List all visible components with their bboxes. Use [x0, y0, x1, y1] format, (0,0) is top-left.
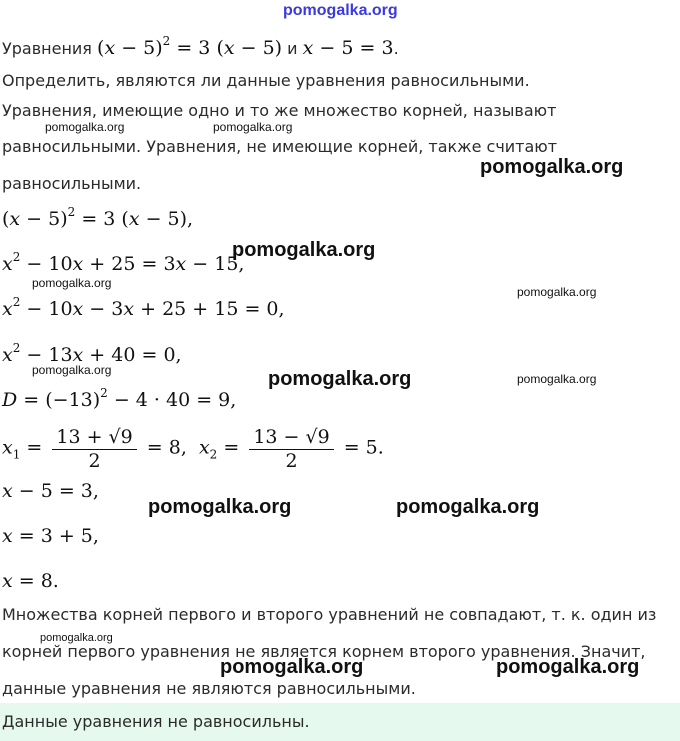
- conclusion-line-1: Множества корней первого и второго уравнений не совпадают, т. к. один из: [2, 605, 657, 624]
- watermark: pomogalka.org: [213, 120, 293, 134]
- watermark: pomogalka.org: [268, 368, 412, 390]
- answer-text: Данные уравнения не равносильны.: [2, 712, 310, 731]
- step-3: $x^2 - 10x - 3x + 25 + 15 = 0$,: [2, 295, 285, 320]
- watermark: pomogalka.org: [517, 372, 597, 386]
- intro-label: Уравнения: [2, 39, 92, 58]
- task-text: Определить, являются ли данные уравнения равносильными.: [2, 71, 530, 90]
- watermark: pomogalka.org: [45, 120, 125, 134]
- discriminant: $D = (-13)^2 - 4 \cdot 40 = 9$,: [2, 386, 237, 411]
- watermark: pomogalka.org: [232, 239, 376, 261]
- intro-conj: и: [287, 39, 298, 58]
- watermark: pomogalka.org: [220, 656, 364, 678]
- step-2: $x^2 - 10x + 25 = 3x - 15$,: [2, 250, 245, 275]
- definition-line-2: равносильными. Уравнения, не имеющие корней, также считают: [2, 137, 558, 156]
- step-6: x = 3 + 5,: [2, 525, 99, 547]
- watermark: pomogalka.org: [496, 656, 640, 678]
- watermark: pomogalka.org: [517, 285, 597, 299]
- conclusion-line-2: корней первого уравнения не является корнем второго уравнения. Значит,: [2, 642, 646, 661]
- watermark: pomogalka.org: [40, 632, 113, 644]
- watermark: pomogalka.org: [148, 496, 292, 518]
- answer-box: [0, 703, 680, 741]
- step-7: x = 8.: [2, 570, 59, 592]
- watermark-top[interactable]: pomogalka.org: [283, 2, 398, 19]
- step-5: x − 5 = 3,: [2, 480, 99, 502]
- definition-line-1: Уравнения, имеющие одно и то же множество корней, называют: [2, 101, 557, 120]
- watermark: pomogalka.org: [32, 276, 112, 290]
- intro-end: .: [393, 39, 399, 58]
- step-4: $x^2 - 13x + 40 = 0$,: [2, 341, 182, 366]
- watermark: pomogalka.org: [396, 496, 540, 518]
- watermark: pomogalka.org: [32, 363, 112, 377]
- roots: $x_1$ = $\frac{13 + √9}{2}$ = 8, $x_2$ = $\frac{13 - √9}{2}$ = 5.: [2, 426, 384, 472]
- definition-line-3: равносильными.: [2, 174, 142, 193]
- conclusion-line-3: данные уравнения не являются равносильными.: [2, 679, 416, 698]
- step-1: $(x - 5)^2 = 3$ (x − 5),: [2, 205, 194, 230]
- equation-2: x − 5 = 3: [302, 37, 394, 59]
- intro-line: [2, 34, 399, 59]
- watermark: pomogalka.org: [480, 156, 624, 178]
- equation-1: $(x - 5)^2 = 3$ (x − 5): [97, 34, 283, 59]
